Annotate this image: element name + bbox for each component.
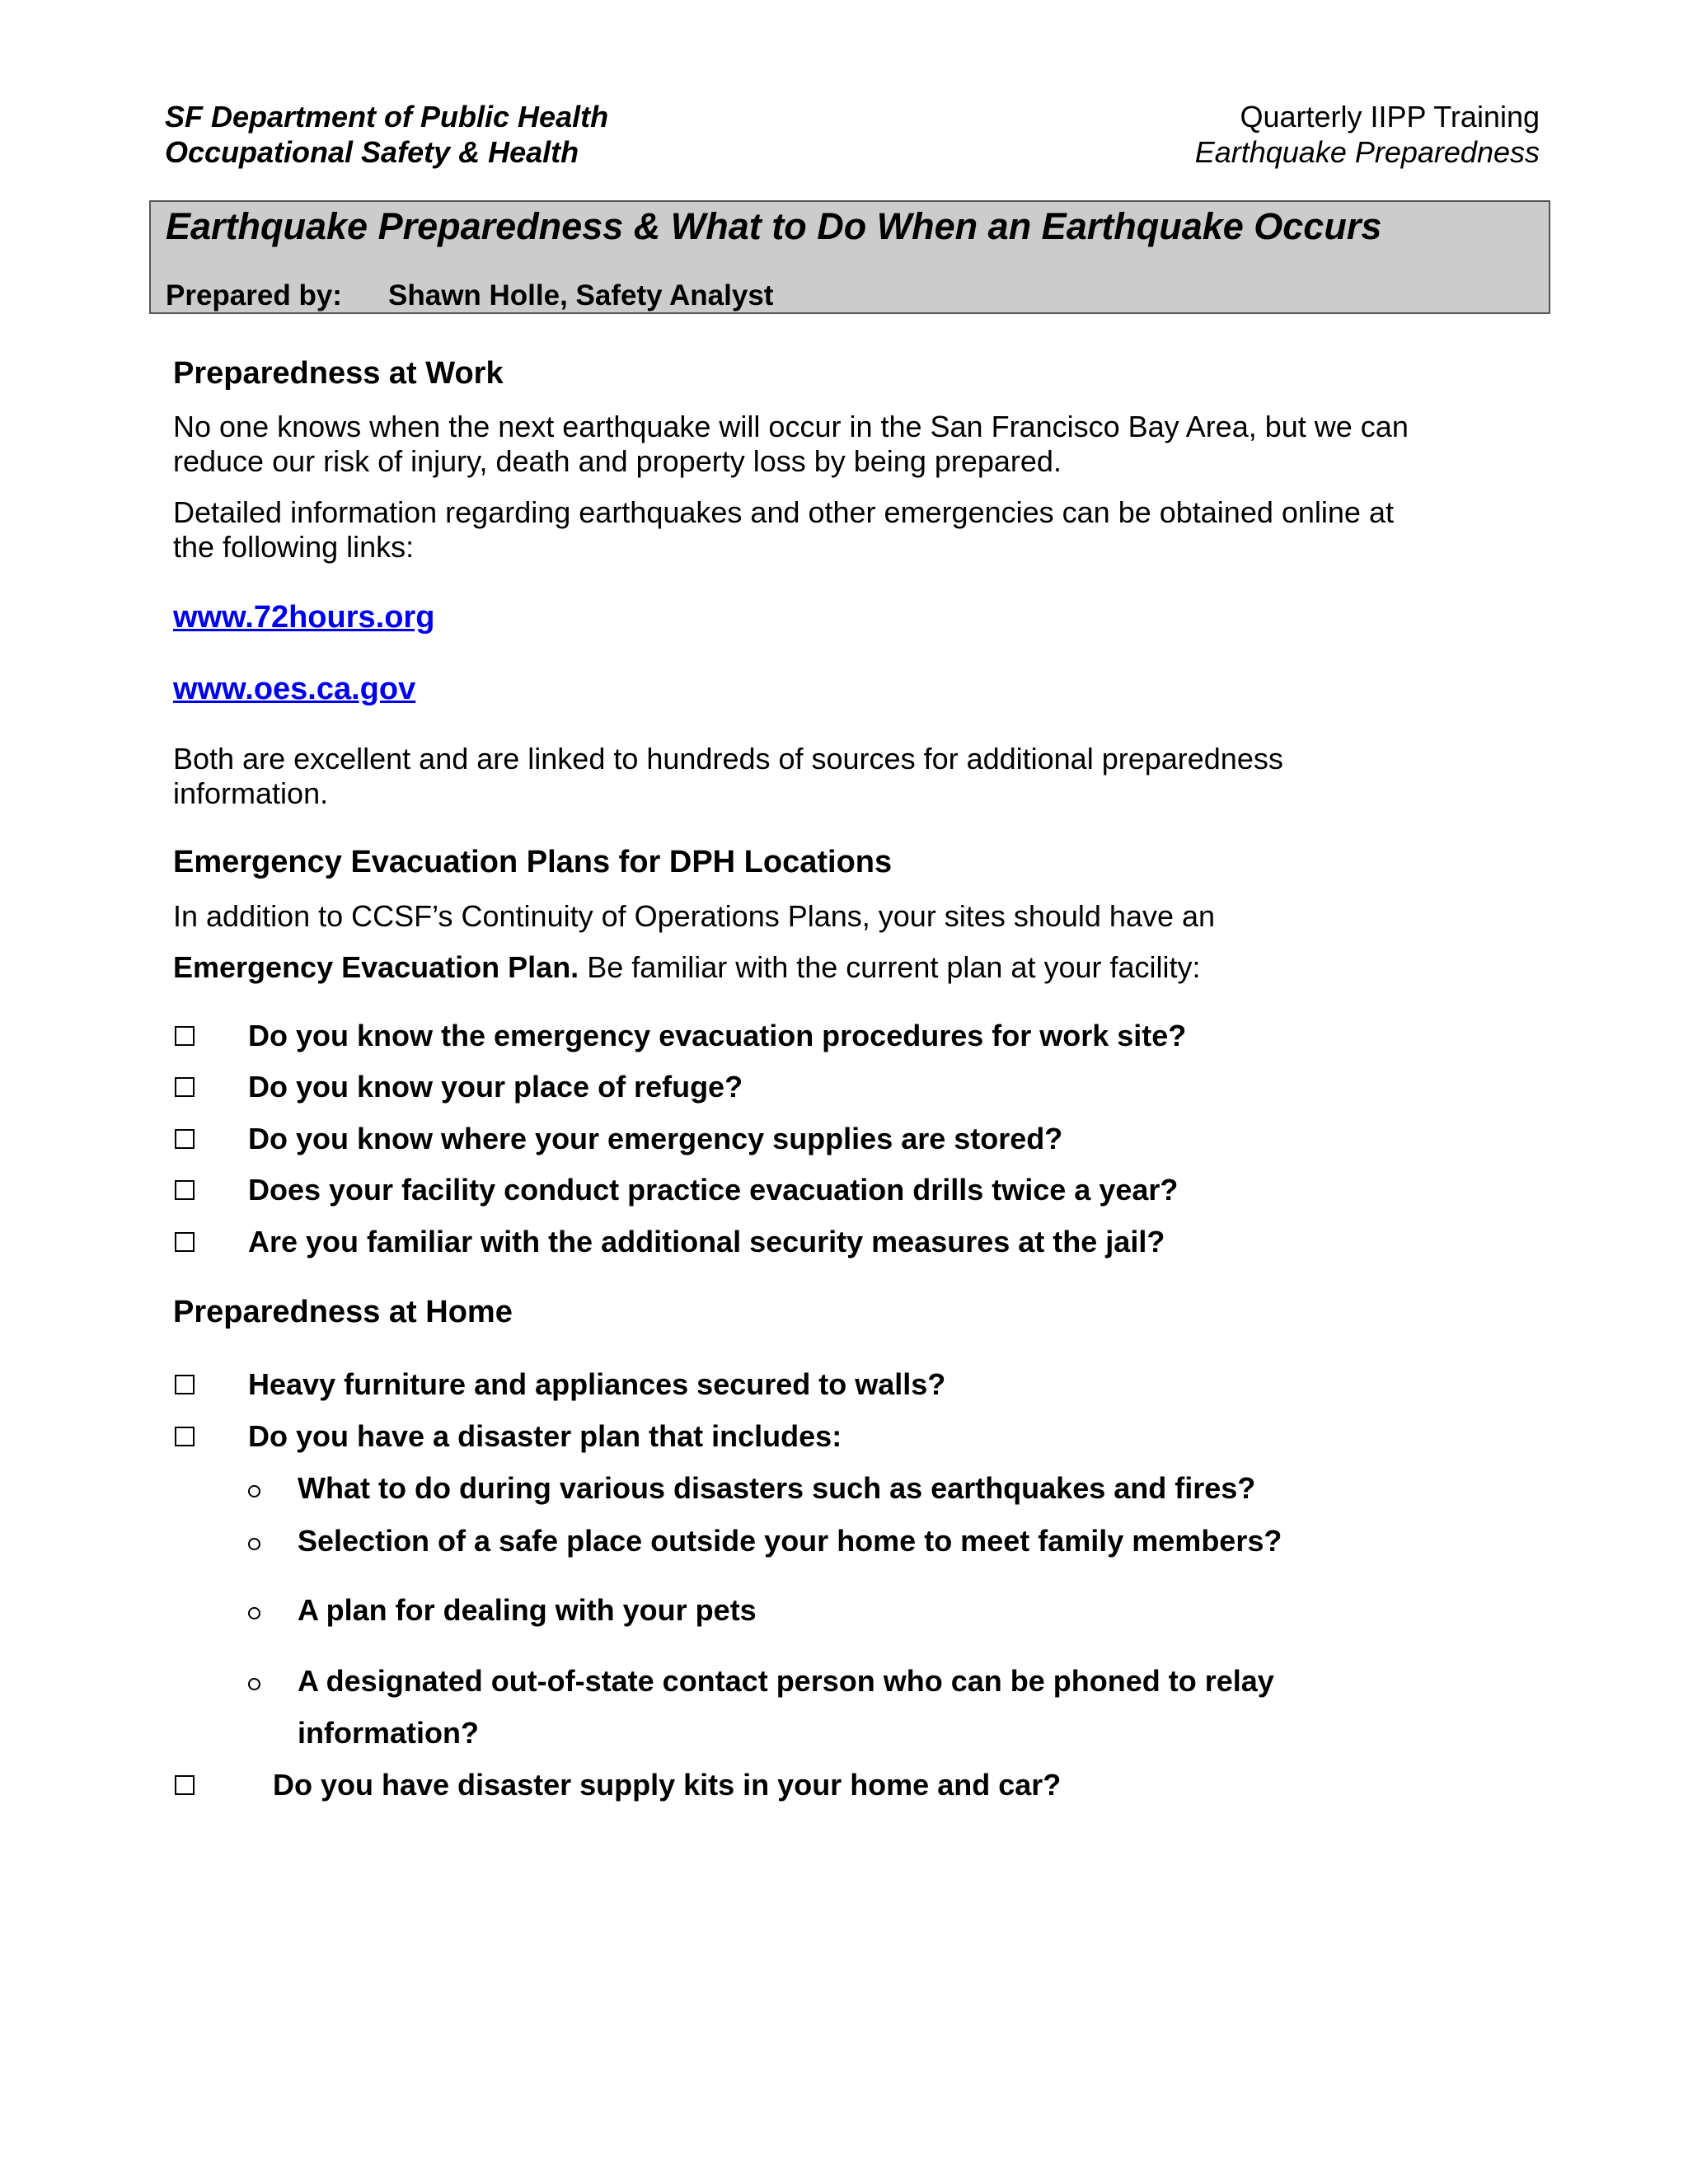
checklist-item-evacuation-procedures: Do you know the emergency evacuation procedures for work site?	[248, 1019, 1187, 1052]
checkbox[interactable]	[175, 1077, 195, 1097]
document-title: Earthquake Preparedness & What to Do When an Earthquake Occurs	[166, 205, 1382, 247]
paragraph-intro-line: No one knows when the next earthquake will occur in the San Francisco Bay Area, but we can	[173, 410, 1409, 443]
evacuation-intro-rest: Be familiar with the current plan at your facility:	[579, 950, 1201, 984]
checkbox[interactable]	[175, 1775, 195, 1795]
paragraph-intro-line: reduce our risk of injury, death and property loss by being prepared.	[173, 444, 1062, 478]
paragraph-links-intro-line: Detailed information regarding earthquakes and other emergencies can be obtained online at	[173, 495, 1394, 529]
evacuation-intro-line: In addition to CCSF’s Continuity of Operations Plans, your sites should have an	[173, 899, 1216, 933]
subitem-out-of-state-contact-cont: information?	[298, 1716, 479, 1750]
evacuation-intro-line	[173, 949, 1201, 986]
checklist-item-disaster-plan: Do you have a disaster plan that includes:	[248, 1419, 842, 1453]
paragraph-links-intro-line: the following links:	[173, 530, 415, 564]
training-topic: Earthquake Preparedness	[1194, 135, 1540, 169]
link-oes[interactable]: www.oes.ca.gov	[173, 672, 416, 706]
bullet-icon	[248, 1607, 260, 1619]
training-name: Quarterly IIPP Training	[1240, 100, 1540, 134]
subitem-pets-plan: A plan for dealing with your pets	[298, 1593, 757, 1627]
checkbox[interactable]	[175, 1375, 195, 1394]
org-name: SF Department of Public Health	[165, 100, 609, 134]
bullet-icon	[248, 1538, 260, 1550]
checklist-item-jail-security: Are you familiar with the additional security measures at the jail?	[248, 1225, 1165, 1258]
header-organization	[165, 99, 608, 170]
prepared-by-label: Prepared by:	[166, 279, 342, 312]
subitem-what-to-do: What to do during various disasters such as earthquakes and fires?	[298, 1471, 1256, 1505]
paragraph-sources-line: Both are excellent and are linked to hundreds of sources for additional preparedness	[173, 742, 1283, 776]
paragraph-sources-line: information.	[173, 776, 329, 810]
bullet-icon	[248, 1485, 260, 1497]
checklist-item-emergency-supplies: Do you know where your emergency supplies are stored?	[248, 1122, 1063, 1155]
heading-preparedness-at-work: Preparedness at Work	[173, 356, 504, 391]
evacuation-plan-term: Emergency Evacuation Plan.	[173, 950, 579, 984]
checklist-item-furniture-secured: Heavy furniture and appliances secured to walls?	[248, 1367, 946, 1401]
link-72hours[interactable]: www.72hours.org	[173, 600, 435, 635]
heading-evacuation-plans: Emergency Evacuation Plans for DPH Locations	[173, 845, 893, 879]
checkbox[interactable]	[175, 1026, 195, 1046]
org-division: Occupational Safety & Health	[165, 135, 579, 169]
prepared-by-name: Shawn Holle, Safety Analyst	[388, 279, 774, 312]
subitem-out-of-state-contact: A designated out-of-state contact person who can be phoned to relay	[298, 1664, 1274, 1698]
bullet-icon	[248, 1678, 260, 1690]
heading-preparedness-at-home: Preparedness at Home	[173, 1295, 513, 1329]
checkbox[interactable]	[175, 1232, 195, 1252]
checklist-item-supply-kits: Do you have disaster supply kits in your home and car?	[273, 1768, 1062, 1802]
subitem-safe-meeting-place: Selection of a safe place outside your home to meet family members?	[298, 1524, 1282, 1558]
checkbox[interactable]	[175, 1129, 195, 1149]
checkbox[interactable]	[175, 1180, 195, 1200]
checkbox[interactable]	[175, 1427, 195, 1446]
header-training	[1195, 99, 1540, 170]
checklist-item-place-of-refuge: Do you know your place of refuge?	[248, 1070, 743, 1104]
title-box	[149, 200, 1550, 314]
checklist-item-evacuation-drills: Does your facility conduct practice evacuation drills twice a year?	[248, 1173, 1179, 1207]
